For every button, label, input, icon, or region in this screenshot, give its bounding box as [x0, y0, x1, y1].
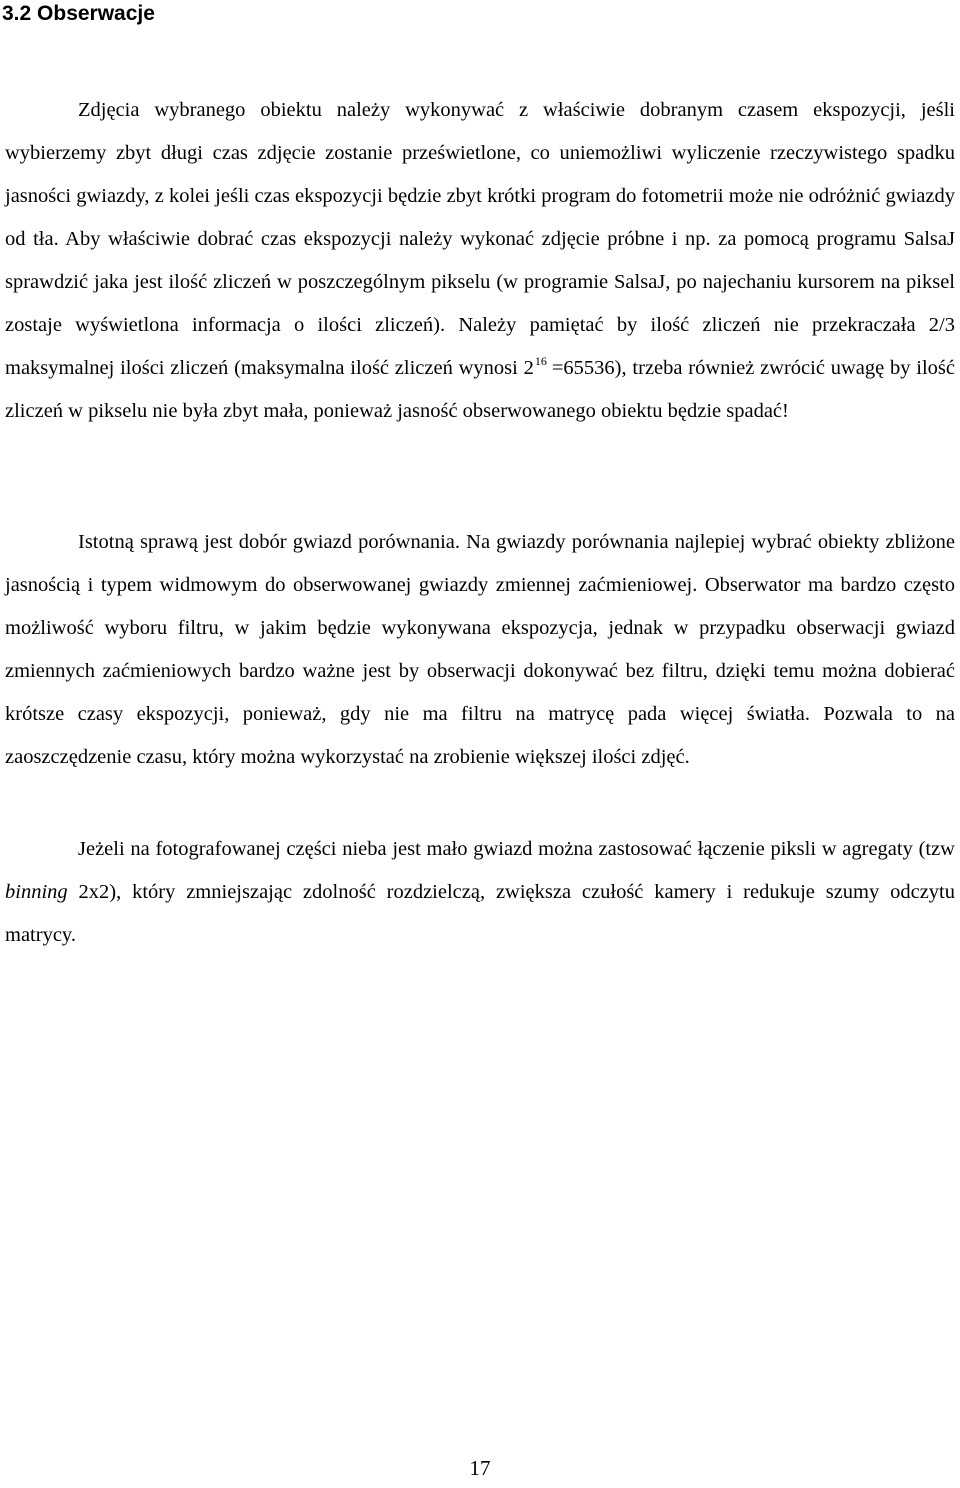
paragraph-binning-text-1: Jeżeli na fotografowanej części nieba jest mało gwiazd można zastosować łączenie piksli w agregaty (tzw: [78, 838, 955, 860]
paragraph-binning-text-2: 2x2), który zmniejszając zdolność rozdzielczą, zwiększa czułość kamery i redukuje szumy odczytu matrycy.: [5, 881, 955, 946]
page-number: 17: [469, 1456, 491, 1480]
paragraph-exposure-text-1: Zdjęcia wybranego obiektu należy wykonywać z właściwie dobranym czasem ekspozycji, jeśli wybierzemy zbyt długi czas zdjęcie zostanie prześwietlone, co uniemożliwi wyliczenie rzeczywistego spadku jasności gwiazdy, z kolei jeśli czas ekspozycji będzie zbyt krótki program do fotometrii może nie odróżnić gwiazdy od tła. Aby właściwie dobrać czas ekspozycji należy wykonać zdjęcie próbne i np. za pomocą programu SalsaJ sprawdzić jaka jest ilość zliczeń w poszczególnym pikselu (w programie SalsaJ, po najechaniu kursorem na piksel zostaje wyświetlona informacja o ilości zliczeń). Należy pamiętać by ilość zliczeń nie przekraczała 2/3 maksymalnej ilości zliczeń (maksymalna ilość zliczeń wynosi 2: [5, 99, 955, 379]
paragraph-exposure: [5, 89, 955, 433]
exponent: 16: [534, 354, 547, 368]
section-heading: 3.2 Obserwacje: [2, 2, 155, 25]
paragraph-comparison-stars: [5, 521, 955, 779]
paragraph-exposure-text-2: =65536), trzeba również zwrócić uwagę by ilość zliczeń w pikselu nie była zbyt mała, ponieważ jasność obserwowanego obiektu będzie spadać!: [5, 357, 955, 422]
paragraph-binning: [5, 828, 955, 957]
paragraph-comparison-stars-text: Istotną sprawą jest dobór gwiazd porównania. Na gwiazdy porównania najlepiej wybrać obiekty zbliżone jasnością i typem widmowym do obserwowanej gwiazdy zmiennej zaćmieniowej. Obserwator ma bardzo często możliwość wyboru filtru, w jakim będzie wykonywana ekspozycja, jednak w przypadku obserwacji gwiazd zmiennych zaćmieniowych bardzo ważne jest by obserwacji dokonywać bez filtru, dzięki temu można dobierać krótsze czasy ekspozycji, ponieważ, gdy nie ma filtru na matrycę pada więcej światła. Pozwala to na zaoszczędzenie czasu, który można wykorzystać na zrobienie większej ilości zdjęć.: [5, 531, 955, 768]
binning-term: binning: [5, 881, 68, 903]
